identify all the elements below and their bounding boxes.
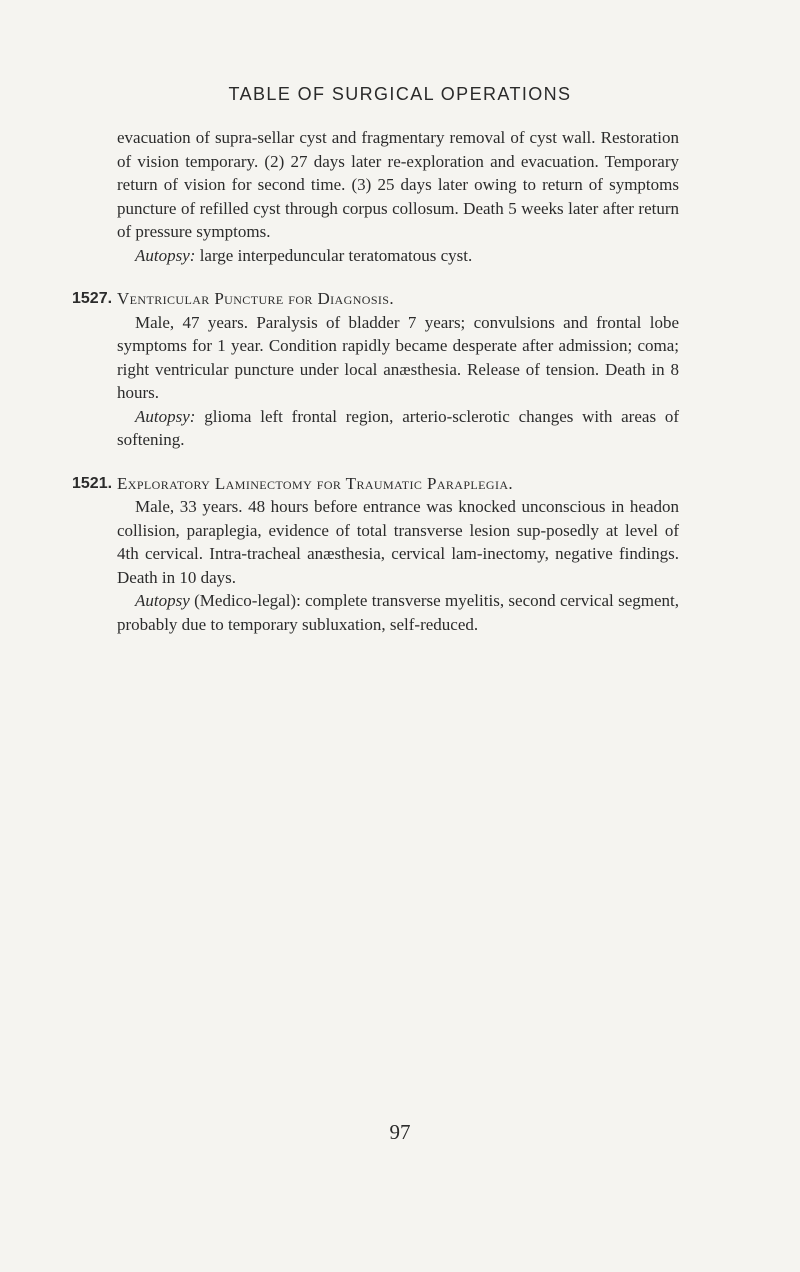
entry-paragraph [0, 311, 679, 452]
autopsy-text: large interpeduncular teratomatous cyst. [195, 245, 473, 265]
entry-autopsy [117, 405, 679, 452]
case-number: 1527. [72, 290, 113, 307]
continuation-autopsy [117, 244, 679, 268]
autopsy-text: glioma left frontal region, arterio-sclerotic changes with areas of softening. [117, 406, 679, 449]
autopsy-label: Autopsy: [135, 245, 196, 265]
entry-paragraph [0, 495, 679, 636]
entry-autopsy [117, 589, 679, 636]
continuation-paragraph [0, 126, 679, 267]
entry-1521 [0, 472, 800, 637]
page-body [0, 126, 800, 636]
case-number: 1521. [72, 474, 113, 492]
entry-text: Male, 47 years. Paralysis of bladder 7 years; convulsions and frontal lobe symptoms for 1 year. Condition rapidly became desperate after admission; coma; right ventricular puncture under local anæsthesia. Release of tension. Death in 8 hours. [117, 312, 679, 402]
entry-1527 [0, 287, 800, 452]
running-head: TABLE OF SURGICAL OPERATIONS [228, 84, 572, 104]
entry-title: Exploratory Laminectomy for Traumatic Paraplegia. [117, 473, 514, 493]
entry-title: Ventricular Puncture for Diagnosis. [117, 289, 395, 308]
page-number: 97 [389, 1120, 411, 1144]
autopsy-label: Autopsy: [135, 406, 196, 426]
autopsy-text: (Medico-legal): complete transverse myelitis, second cervical segment, probably due to temporary subluxation, self-reduced. [117, 591, 679, 634]
autopsy-label: Autopsy [135, 591, 190, 610]
entry-text: Male, 33 years. 48 hours before entrance was knocked unconscious in headon collision, paraplegia, evidence of total transverse lesion sup-posedly at level of 4th cervical. Intra-tracheal anæsthesia, cervical lam-inectomy, negative findings. Death in 10 days. [117, 497, 679, 587]
continuation-text: evacuation of supra-sellar cyst and fragmentary removal of cyst wall. Restoration of vision temporary. (2) 27 days later re-exploration and evacuation. Temporary return of vision for second time. (3) 25 days later owing to return of symptoms puncture of refilled cyst through corpus collosum. Death 5 weeks later after return of pressure symptoms. [117, 128, 679, 241]
